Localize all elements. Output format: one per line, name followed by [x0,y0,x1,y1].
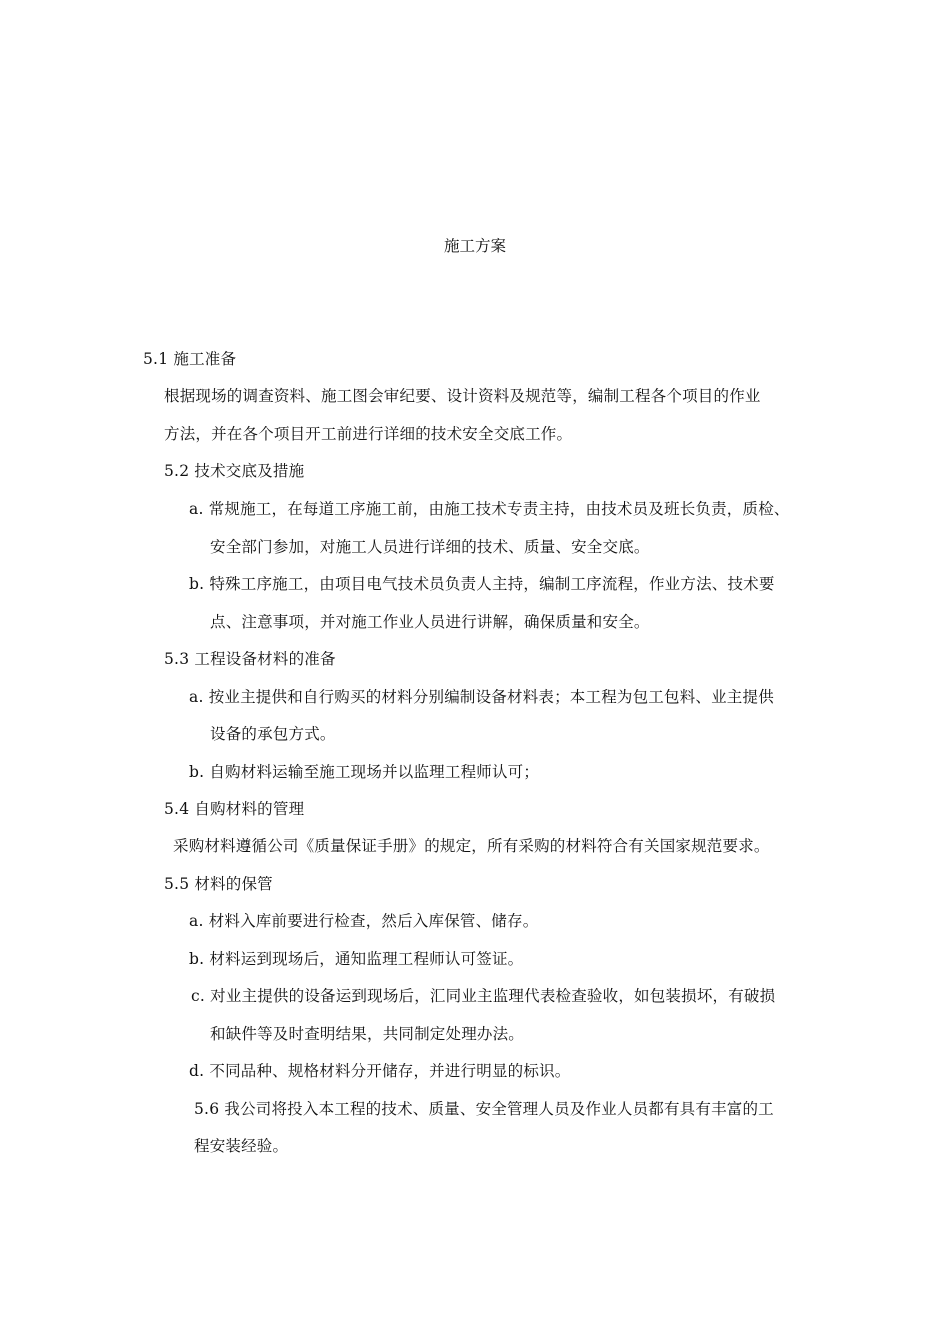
section-heading-5-2: 5.2 技术交底及措施 [164,462,305,480]
paragraph-line: 采购材料遵循公司《质量保证手册》的规定，所有采购的材料符合有关国家规范要求。 [173,837,770,855]
list-item-line: 设备的承包方式。 [210,725,336,743]
list-item-line: 和缺件等及时查明结果，共同制定处理办法。 [210,1025,525,1043]
section-heading-5-1: 5.1 施工准备 [143,350,237,368]
paragraph-line: 方法，并在各个项目开工前进行详细的技术安全交底工作。 [164,425,573,443]
list-item-line: b. 自购材料运输至施工现场并以监理工程师认可； [189,763,540,781]
paragraph-line: 根据现场的调查资料、施工图会审纪要、设计资料及规范等，编制工程各个项目的作业 [164,387,761,405]
section-heading-5-3: 5.3 工程设备材料的准备 [164,650,336,668]
document-title: 施工方案 [443,237,506,255]
list-item-line: a. 材料入库前要进行检查，然后入库保管、储存。 [189,912,539,930]
section-heading-5-4: 5.4 自购材料的管理 [164,800,305,818]
paragraph-line: 程安装经验。 [194,1137,289,1155]
list-item-line: b. 材料运到现场后，通知监理工程师认可签证。 [189,950,524,968]
list-item-line: c. 对业主提供的设备运到现场后，汇同业主监理代表检查验收，如包装损坏，有破损 [191,987,776,1005]
list-item-line: 安全部门参加，对施工人员进行详细的技术、质量、安全交底。 [210,538,650,556]
list-item-line: d. 不同品种、规格材料分开储存，并进行明显的标识。 [189,1062,571,1080]
section-heading-5-6: 5.6 我公司将投入本工程的技术、质量、安全管理人员及作业人员都有具有丰富的工 [194,1100,774,1118]
list-item-line: b. 特殊工序施工，由项目电气技术员负责人主持，编制工序流程，作业方法、技术要 [189,575,775,593]
section-heading-5-5: 5.5 材料的保管 [164,875,273,893]
list-item-line: 点、注意事项，并对施工作业人员进行讲解，确保质量和安全。 [210,613,650,631]
list-item-line: a. 常规施工，在每道工序施工前，由施工技术专责主持，由技术员及班长负责，质检、 [189,500,790,518]
list-item-line: a. 按业主提供和自行购买的材料分别编制设备材料表；本工程为包工包料、业主提供 [189,688,774,706]
